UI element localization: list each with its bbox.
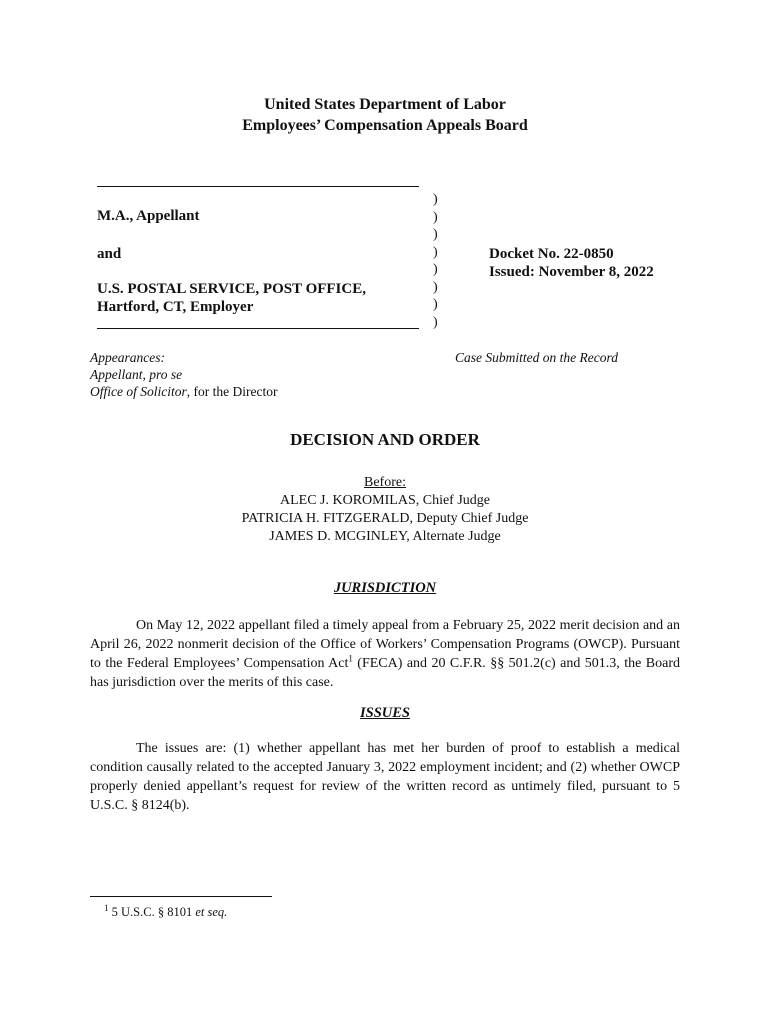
solicitor-name: Office of Solicitor [90,384,187,399]
judge-deputy: PATRICIA H. FITZGERALD, Deputy Chief Judge [241,511,529,526]
agency-name: United States Department of Labor [264,96,506,113]
caption-employer-line1: U.S. POSTAL SERVICE, POST OFFICE, [97,281,366,297]
judge-alternate: JAMES D. MCGINLEY, Alternate Judge [269,529,501,544]
appearances-label: Appearances: [90,350,165,365]
jurisdiction-text-b: (FECA) and 20 C.F.R. §§ 501.2(c) and 501.3, the Board has jurisdiction over the merits of this case. [90,656,680,690]
issues-heading: ISSUES [360,705,410,721]
jurisdiction-paragraph [90,616,680,692]
issued-date: Issued: November 8, 2022 [489,264,654,280]
footnote-italic: et seq. [195,905,228,919]
docket-block [489,245,654,281]
judge-chief: ALEC J. KOROMILAS, Chief Judge [280,493,490,508]
appearance-solicitor [90,383,277,400]
docket-number: Docket No. 22-0850 [489,246,614,262]
issues-paragraph [90,739,680,815]
footnote [104,902,228,920]
jurisdiction-heading: JURISDICTION [333,580,437,596]
appearances-block [90,349,277,400]
board-name: Employees’ Compensation Appeals Board [242,117,528,134]
agency-header [0,94,770,136]
footnote-number: 1 [104,902,109,913]
caption-employer-line2: Hartford, CT, Employer [97,299,254,315]
issues-text: The issues are: (1) whether appellant has met her burden of proof to establish a medical condition causally related to the accepted January 3, 2022 employment incident; and (2) whether OWCP properly denied appellant’s request for review of the written record as untimely filed, pursuant to 5 U.S.C. § 8124(b). [90,741,680,813]
caption-appellant: M.A., Appellant [97,208,200,224]
caption-employer [97,280,366,316]
caption-rule-bottom [97,328,419,329]
footnote-ref[interactable]: 1 [348,653,353,664]
caption-parentheses: ) ) ) ) ) ) ) ) [433,192,438,330]
jurisdiction-text-a: On May 12, 2022 appellant filed a timely appeal from a February 25, 2022 merit decision and an April 26, 2022 nonmerit decision of the Office of Workers’ Compensation Programs (OWCP). Pursuant to the Federal Employees’ Compensation Act [90,618,680,671]
caption-rule-top [97,186,419,187]
solicitor-suffix: , for the Director [186,384,278,399]
submitted-note: Case Submitted on the Record [455,350,618,365]
footnote-rule [90,896,272,897]
caption-and: and [97,246,122,262]
before-label: Before: [364,475,406,490]
appearance-appellant: Appellant, pro se [90,367,183,382]
footnote-text: 5 U.S.C. § 8101 [111,905,193,919]
decision-title: DECISION AND ORDER [290,430,480,449]
before-block [0,474,770,546]
